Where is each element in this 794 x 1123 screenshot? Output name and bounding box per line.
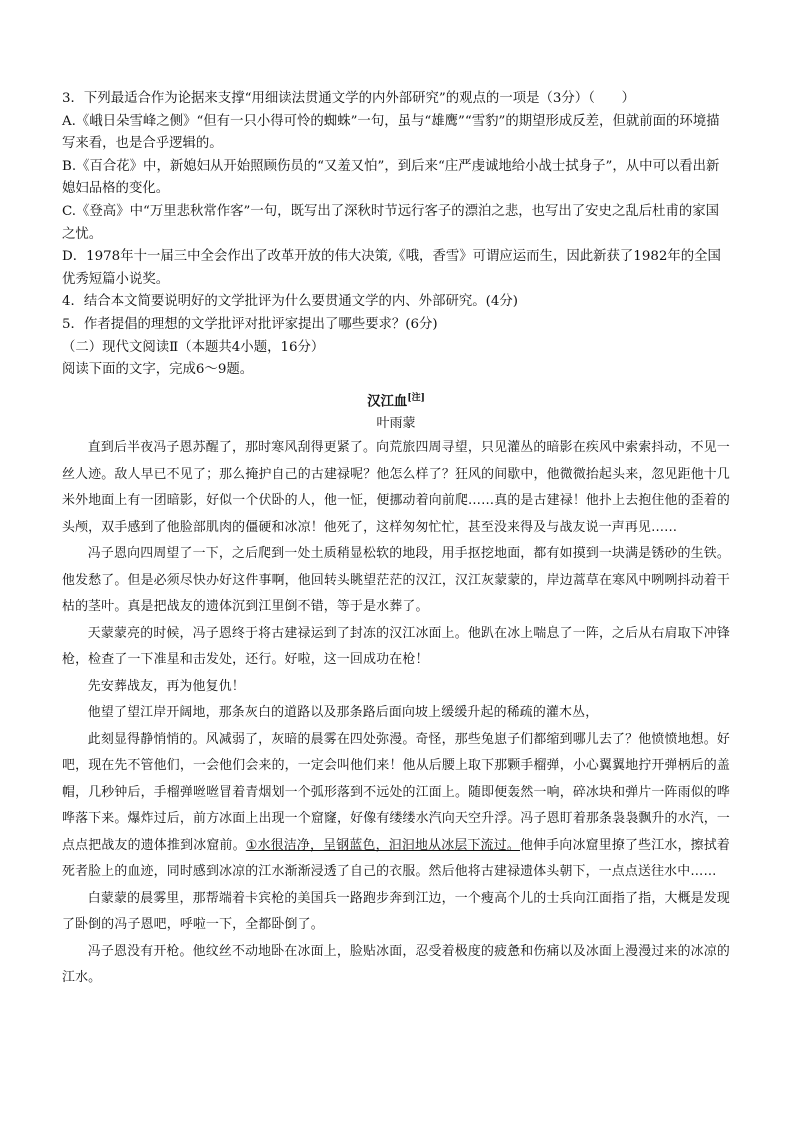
story-paragraph: 天蒙蒙亮的时候，冯子恩终于将古建禄运到了封冻的汉江冰面上。他趴在冰上喘息了一阵，之后从右肩取下冲锋枪，检查了一下准星和击发处，还行。好啦，这一回成功在枪！ — [62, 625, 730, 668]
option-c: C.《登高》中“万里悲秋常作客”一句，既写出了深秋时节远行客子的漂泊之悲，也写出了安史之乱后杜甫的家国之忧。 — [62, 203, 720, 242]
story-paragraph: 冯子恩向四周望了一下，之后爬到一处土质稍显松软的地段，用手抠挖地面，都有如摸到一块满是锈砂的生铁。他发愁了。但是必须尽快办好这件事啊，他回转头眺望茫茫的汉江，汉江灰蒙蒙的，岸边蒿草在寒风中咧咧抖动着干枯的茎叶。真是把战友的遗体沉到江里倒不错，等于是水葬了。 — [62, 546, 730, 615]
story-title — [62, 386, 730, 413]
option-d: D．1978年十一届三中全会作出了改革开放的伟大决策,《哦，香雪》可谓应运而生，因此新获了1982年的全国优秀短篇小说奖。 — [62, 249, 721, 287]
question-5: 5．作者提倡的理想的文学批评对批评家提出了哪些要求？(6分) — [62, 316, 438, 332]
story-title-text: 汉江血 — [367, 393, 408, 410]
story-paragraph: 他望了望江岸开阔地，那条灰白的道路以及那条路后面向坡上缓缓升起的稀疏的灌木丛， — [87, 705, 599, 721]
underlined-sentence: ①水很洁净，呈钢蓝色，汩汩地从冰层下流过。 — [245, 837, 521, 853]
story-paragraph — [62, 727, 730, 886]
story-paragraph-text: 他伸手向冰窟里撩了些江水，擦拭着死者脸上的血迹，同时感到冰凉的江水渐渐浸透了自己的衣服。然后他将古建禄遗体头朝下，一点点送往水中…… — [62, 837, 730, 880]
option-a: A.《峨日朵雪峰之侧》“但有一只小得可怜的蜘蛛”一句，虽与“雄鹰”“雪豹”的期望形成反差，但就前面的环境描写来看，也是合乎逻辑的。 — [62, 113, 720, 152]
story-paragraph-text: 此刻显得静悄悄的。风减弱了，灰暗的晨雾在四处弥漫。奇怪，那些兔崽子们都缩到哪儿去了？他愤愤地想。好吧，现在先不管他们，一会他们会来的，一定会叫他们来！他从后腰上取下那颗手榴弹，小心翼翼地拧开弹柄后的盖帽，几秒钟后，手榴弹咝咝冒着青烟划一个弧形落到不远处的江面上。随即便轰然一响，碎冰块和弹片一阵雨似的哗哗落下来。爆炸过后，前方冰面上出现一个窟窿，好像有缕缕水汽向天空升浮。冯子恩盯着那条袅袅飘升的水汽，一点点把战友的遗体推到冰窟前。 — [62, 731, 730, 853]
story-paragraph: 白蒙蒙的晨雾里，那帮端着卡宾枪的美国兵一路跑步奔到江边，一个瘦高个儿的士兵向江面指了指，大概是发现了卧倒的冯子恩吧，呼啦一下，全都卧倒了。 — [62, 890, 730, 933]
story-author: 叶雨蒙 — [376, 416, 416, 432]
story-paragraph: 直到后半夜冯子恩苏醒了，那时寒风刮得更紧了。向荒旅四周寻望，只见灌丛的暗影在疾风中索索抖动，不见一丝人迹。敌人早已不见了；那么掩护自己的古建禄呢？他怎么样了？狂风的间歇中，他微微抬起头来，忽见距他十几米外地面上有一团暗影，好似一个伏卧的人，他一怔，便挪动着向前爬……真的是古建禄！他扑上去抱住他的歪着的头颅，双手感到了他脸部肌肉的僵硬和冰凉！他死了，这样匆匆忙忙，甚至没来得及与战友说一声再见…… — [62, 440, 730, 535]
option-b: B.《百合花》中，新媳妇从开始照顾伤员的“又羞又怕”，到后来“庄严虔诚地给小战士拭身子”，从中可以看出新媳妇品格的变化。 — [62, 158, 720, 197]
section-heading: （二）现代文阅读Ⅱ（本题共4小题，16分） — [62, 339, 325, 355]
question-4: 4．结合本文简要说明好的文学批评为什么要贯通文学的内、外部研究。(4分) — [62, 294, 518, 310]
section-instruction: 阅读下面的文字，完成6～9题。 — [62, 362, 254, 378]
question-3: 3．下列最适合作为论据来支撑“用细读法贯通文学的内外部研究”的观点的一项是（3分）（ ） — [62, 91, 636, 106]
story-paragraph: 先安葬战友，再为他复仇！ — [87, 678, 245, 694]
story-title-note: [注] — [407, 392, 425, 403]
story-paragraph: 冯子恩没有开枪。他纹丝不动地卧在冰面上，脸贴冰面，忍受着极度的疲惫和伤痛以及冰面上漫漫过来的冰凉的江水。 — [62, 943, 730, 986]
